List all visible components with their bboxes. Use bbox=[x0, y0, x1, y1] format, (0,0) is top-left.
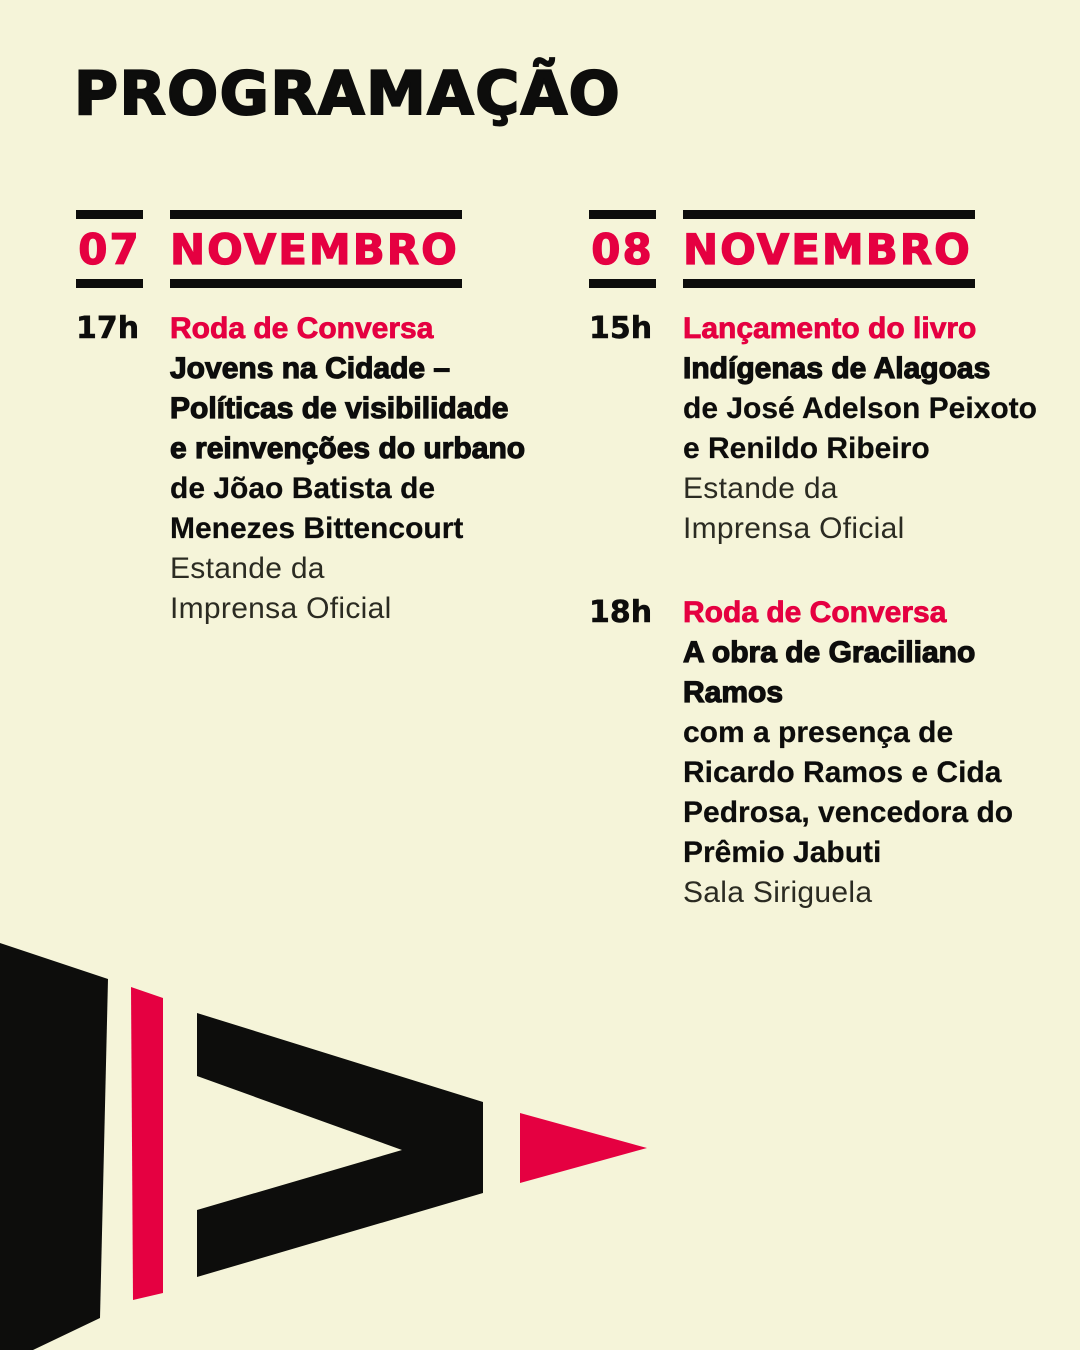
event-line-author: Prêmio Jabuti bbox=[683, 836, 882, 869]
left-clipped-chevron-shape bbox=[0, 943, 108, 1350]
page-title: PROGRAMAÇÃO bbox=[74, 59, 622, 129]
event-line-label: Roda de Conversa bbox=[170, 312, 434, 345]
date-header bbox=[589, 210, 1049, 288]
top-bar bbox=[683, 210, 975, 219]
top-bar bbox=[589, 210, 656, 219]
event-lines bbox=[170, 309, 536, 629]
event-line-title: Políticas de visibilidade bbox=[170, 392, 509, 425]
event-line-venue: Imprensa Oficial bbox=[683, 512, 905, 545]
event-time: 17h bbox=[76, 311, 140, 346]
month-name-block bbox=[683, 210, 975, 288]
event-item bbox=[589, 309, 1049, 549]
red-slash-bar-shape bbox=[131, 987, 163, 1300]
event-line-author: Ricardo Ramos e Cida bbox=[683, 756, 1002, 789]
red-arrow-triangle-shape bbox=[520, 1113, 647, 1183]
event-line-author: de José Adelson Peixoto bbox=[683, 392, 1037, 425]
day-number-block bbox=[76, 210, 143, 288]
date-header bbox=[76, 210, 536, 288]
top-bar bbox=[170, 210, 462, 219]
event-line-venue: Imprensa Oficial bbox=[170, 592, 392, 625]
event-line-author: com a presença de bbox=[683, 716, 954, 749]
day-column-08 bbox=[589, 210, 1049, 913]
event-line-author: de Jõao Batista de bbox=[170, 472, 436, 505]
day-number-block bbox=[589, 210, 656, 288]
event-list bbox=[76, 288, 536, 629]
bottom-bar bbox=[683, 279, 975, 288]
black-chevron-arrow-shape bbox=[197, 1013, 483, 1277]
event-line-title: Ramos bbox=[683, 676, 784, 709]
event-line-author: e Renildo Ribeiro bbox=[683, 432, 930, 465]
event-line-title: e reinvenções do urbano bbox=[170, 432, 526, 465]
event-time: 18h bbox=[589, 595, 653, 630]
event-line-title: Indígenas de Alagoas bbox=[683, 352, 991, 385]
event-line-venue: Estande da bbox=[170, 552, 325, 585]
event-line-author: Pedrosa, vencedora do bbox=[683, 796, 1014, 829]
event-line-venue: Sala Siriguela bbox=[683, 876, 873, 909]
event-lines bbox=[683, 309, 1049, 549]
bottom-bar bbox=[76, 279, 143, 288]
event-line-label: Roda de Conversa bbox=[683, 596, 947, 629]
event-line-label: Lançamento do livro bbox=[683, 312, 977, 345]
top-bar bbox=[76, 210, 143, 219]
event-item bbox=[589, 593, 1049, 913]
event-line-author: Menezes Bittencourt bbox=[170, 512, 464, 545]
event-lines bbox=[683, 593, 1049, 913]
month-name: NOVEMBRO bbox=[683, 224, 972, 274]
event-time: 15h bbox=[589, 311, 653, 346]
event-line-title: Jovens na Cidade – bbox=[170, 352, 451, 385]
event-line-title: A obra de Graciliano bbox=[683, 636, 976, 669]
day-column-07 bbox=[76, 210, 536, 629]
bottom-bar bbox=[170, 279, 462, 288]
event-item bbox=[76, 309, 536, 629]
event-line-venue: Estande da bbox=[683, 472, 838, 505]
event-list bbox=[589, 288, 1049, 913]
day-number: 08 bbox=[591, 224, 654, 274]
month-name: NOVEMBRO bbox=[170, 224, 459, 274]
day-number: 07 bbox=[78, 224, 141, 274]
bottom-bar bbox=[589, 279, 656, 288]
month-name-block bbox=[170, 210, 462, 288]
